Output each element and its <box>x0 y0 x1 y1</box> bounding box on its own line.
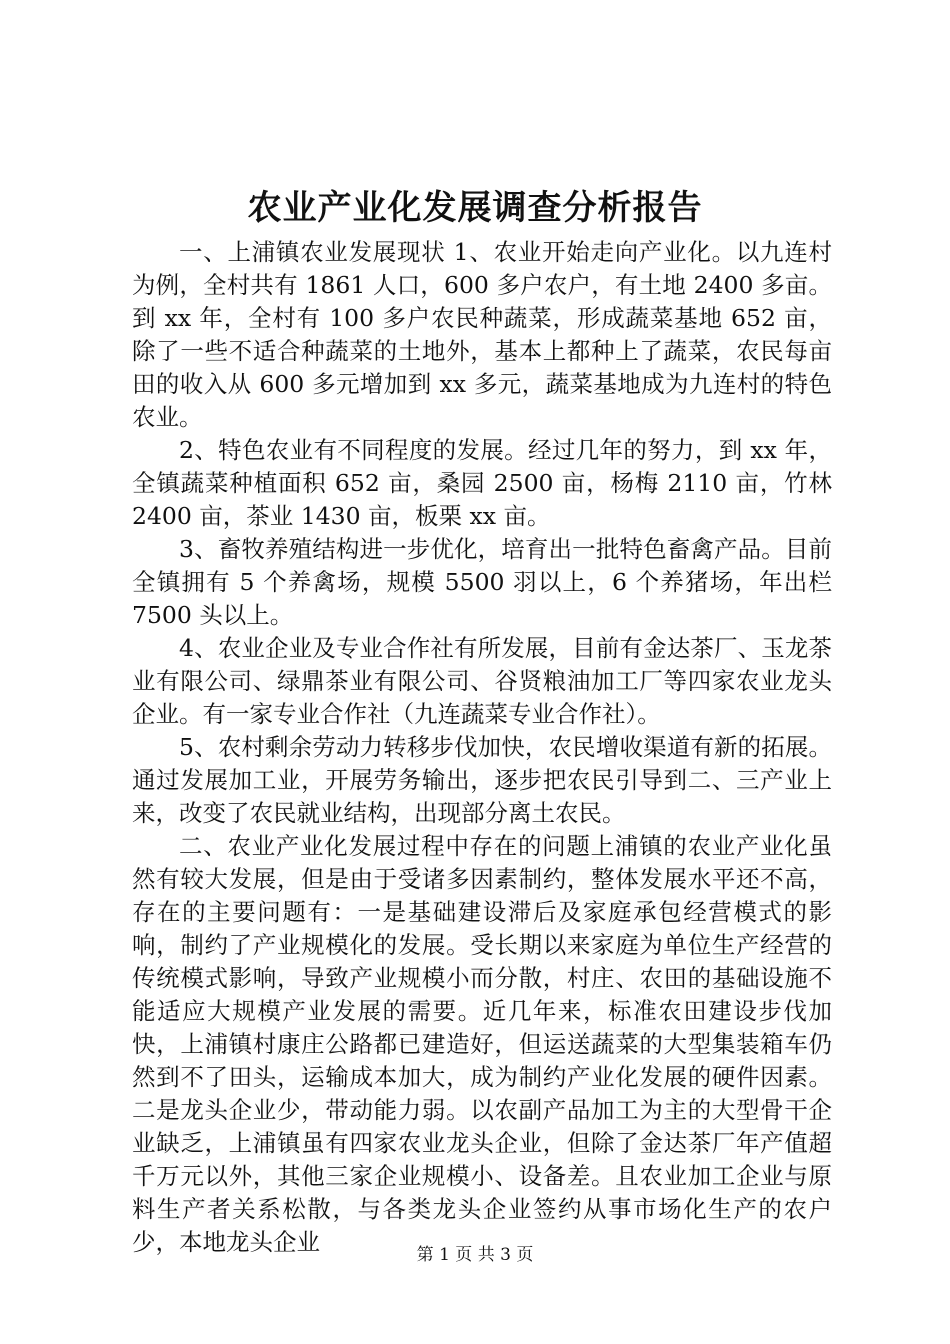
paragraph-4: 4、农业企业及专业合作社有所发展，目前有金达茶厂、玉龙茶业有限公司、绿鼎茶业有限公司、谷贤粮油加工厂等四家农业龙头企业。有一家专业合作社（九连蔬菜专业合作社）。 <box>132 634 832 728</box>
paragraph-1: 一、上浦镇农业发展现状 1、农业开始走向产业化。以九连村为例，全村共有 1861 人口，600 多户农户，有土地 2400 多亩。到 xx 年，全村有 100 多户农民种蔬菜，形成蔬菜基地 652 亩，除了一些不适合种蔬菜的土地外，基本上都种上了蔬菜，农民每亩田的收入从 600 多元增加到 xx 多元，蔬菜基地成为九连村的特色农业。 <box>132 238 832 431</box>
paragraph-5: 5、农村剩余劳动力转移步伐加快，农民增收渠道有新的拓展。通过发展加工业，开展劳务输出，逐步把农民引导到二、三产业上来，改变了农民就业结构，出现部分离土农民。 <box>132 733 832 827</box>
document-body <box>132 236 832 1259</box>
paragraph-2: 2、特色农业有不同程度的发展。经过几年的努力，到 xx 年，全镇蔬菜种植面积 652 亩，桑园 2500 亩，杨梅 2110 亩，竹林 2400 亩，茶业 1430 亩，板栗 xx 亩。 <box>132 436 832 530</box>
page-number-footer: 第 1 页 共 3 页 <box>416 1245 534 1265</box>
paragraph-6: 二、农业产业化发展过程中存在的问题上浦镇的农业产业化虽然有较大发展，但是由于受诸多因素制约，整体发展水平还不高，存在的主要问题有：一是基础建设滞后及家庭承包经营模式的影响，制约了产业规模化的发展。受长期以来家庭为单位生产经营的传统模式影响，导致产业规模小而分散，村庄、农田的基础设施不能适应大规模产业发展的需要。近几年来，标准农田建设步伐加快，上浦镇村康庄公路都已建造好，但运送蔬菜的大型集装箱车仍然到不了田头，运输成本加大，成为制约产业化发展的硬件因素。二是龙头企业少，带动能力弱。以农副产品加工为主的大型骨干企业缺乏，上浦镇虽有四家农业龙头企业，但除了金达茶厂年产值超千万元以外，其他三家企业规模小、设备差。且农业加工企业与原料生产者关系松散，与各类龙头企业签约从事市场化生产的农户少，本地龙头企业 <box>132 832 832 1256</box>
document-title: 农业产业化发展调查分析报告 <box>247 188 703 228</box>
paragraph-3: 3、畜牧养殖结构进一步优化，培育出一批特色畜禽产品。目前全镇拥有 5 个养禽场，规模 5500 羽以上，6 个养猪场，年出栏 7500 头以上。 <box>132 535 832 629</box>
